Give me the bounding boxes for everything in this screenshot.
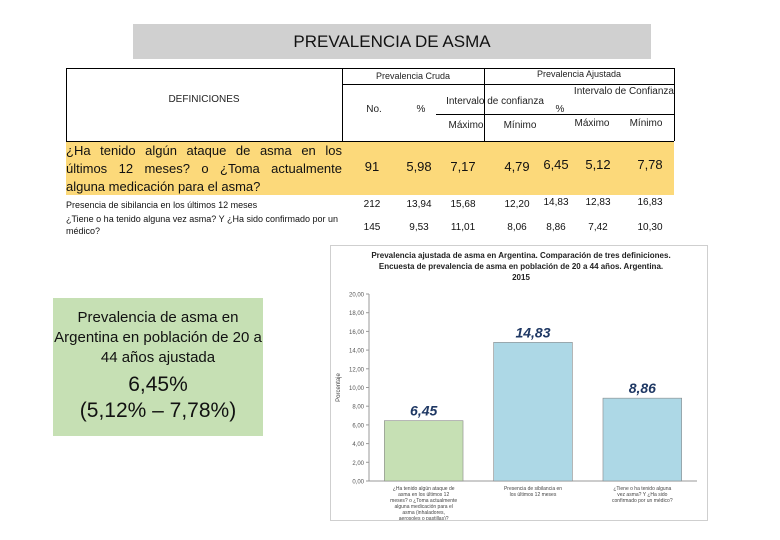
row2-adjusted-percent: 14,83 (543, 197, 569, 208)
adjusted-percent-header: % (555, 104, 565, 115)
summary-interval: (5,12% – 7,78%) (79, 399, 237, 422)
count-header: No. (366, 104, 382, 115)
bar (603, 398, 682, 481)
y-tick-label: 8,00 (352, 404, 364, 411)
y-tick-label: 2,00 (352, 460, 364, 467)
x-category-label: ¿Ha tenido algún ataque de asma en los últimos 12 meses? o ¿Toma actualmente alguna medicación para el asma (inhaladores, aerosoles o pastillas)? (390, 486, 458, 520)
adjusted-min-header: Mínimo (629, 118, 663, 129)
row3-percent: 9,53 (409, 222, 429, 233)
percent-header: % (416, 104, 426, 115)
adjusted-max-header: Máximo (574, 118, 610, 129)
row2-count: 212 (363, 199, 381, 210)
row3-min: 8,06 (507, 222, 527, 233)
row3-count: 145 (363, 222, 381, 233)
y-tick-label: 14,00 (348, 348, 364, 355)
definition-wheezing: Presencia de sibilancia en los últimos 12 meses (66, 200, 258, 210)
chart-canvas (331, 246, 707, 520)
table-divider (342, 84, 674, 85)
y-tick-label: 0,00 (352, 479, 364, 486)
y-tick-label: 6,00 (352, 423, 364, 430)
adjusted-prevalence-chart (330, 245, 708, 521)
definition-doctor-confirmed: ¿Tiene o ha tenido alguna vez asma? Y ¿Ha sido confirmado por un médico? (66, 214, 338, 236)
y-axis-label: Porcentaje (336, 373, 342, 402)
y-tick-label: 16,00 (348, 329, 364, 336)
y-tick-label: 12,00 (348, 367, 364, 374)
x-category-label: Presencia de sibilancia en los últimos 12 meses (503, 486, 563, 498)
chart-title: Prevalencia ajustada de asma en Argentina. Comparación de tres definiciones. Encuesta de prevalencia de asma en población de 20 a 44 años. Argentina. 2015 (371, 251, 671, 282)
y-tick-label: 4,00 (352, 442, 364, 449)
definitions-header: DEFINICIONES (168, 94, 240, 105)
bar-value-label: 6,45 (410, 402, 438, 419)
row1-count: 91 (364, 159, 380, 174)
row3-adjusted-min: 10,30 (637, 222, 663, 233)
prevalence-table (66, 68, 674, 242)
y-tick-label: 10,00 (348, 386, 364, 392)
row3-max: 11,01 (450, 222, 476, 233)
summary-title: Prevalencia de asma en Argentina en población de 20 a 44 años ajustada (54, 309, 262, 366)
bar-value-label: 14,83 (515, 324, 551, 341)
min-header: Mínimo (503, 120, 537, 131)
row1-percent: 5,98 (406, 159, 432, 174)
row1-adjusted-min: 7,78 (637, 157, 663, 172)
y-tick-label: 20,00 (348, 292, 364, 299)
row1-adjusted-percent: 6,45 (543, 157, 569, 172)
bar (494, 342, 573, 481)
definition-asthma-attack: ¿Ha tenido algún ataque de asma en los últimos 12 meses? o ¿Toma actualmente alguna medicación para el asma? (66, 143, 342, 194)
bar-value-label: 8,86 (628, 380, 656, 397)
row2-adjusted-max: 12,83 (585, 197, 611, 208)
y-tick-label: 18,00 (348, 311, 364, 318)
summary-value: 6,45% (128, 373, 188, 396)
adjusted-prevalence-header: Prevalencia Ajustada (536, 69, 622, 79)
row2-adjusted-min: 16,83 (637, 197, 663, 208)
bar (384, 421, 463, 481)
row2-min: 12,20 (504, 199, 530, 210)
adjusted-ci-header: Intervalo de Confianza (573, 86, 674, 97)
ci-header: Intervalo de confianza (446, 96, 544, 107)
row1-adjusted-max: 5,12 (585, 157, 611, 172)
row3-adjusted-max: 7,42 (588, 222, 608, 233)
page-title: PREVALENCIA DE ASMA (133, 24, 651, 59)
x-category-label: ¿Tiene o ha tenido alguna vez asma? Y ¿Ha sido confirmado por un médico? (612, 486, 673, 504)
row2-percent: 13,94 (406, 199, 432, 210)
summary-box (53, 298, 263, 436)
max-header: Máximo (448, 120, 484, 131)
row2-max: 15,68 (450, 199, 476, 210)
row1-max: 7,17 (450, 159, 476, 174)
row3-adjusted-percent: 8,86 (546, 222, 566, 233)
row1-min: 4,79 (504, 159, 530, 174)
crude-prevalence-header: Prevalencia Cruda (375, 71, 451, 81)
table-border-right (674, 68, 675, 141)
